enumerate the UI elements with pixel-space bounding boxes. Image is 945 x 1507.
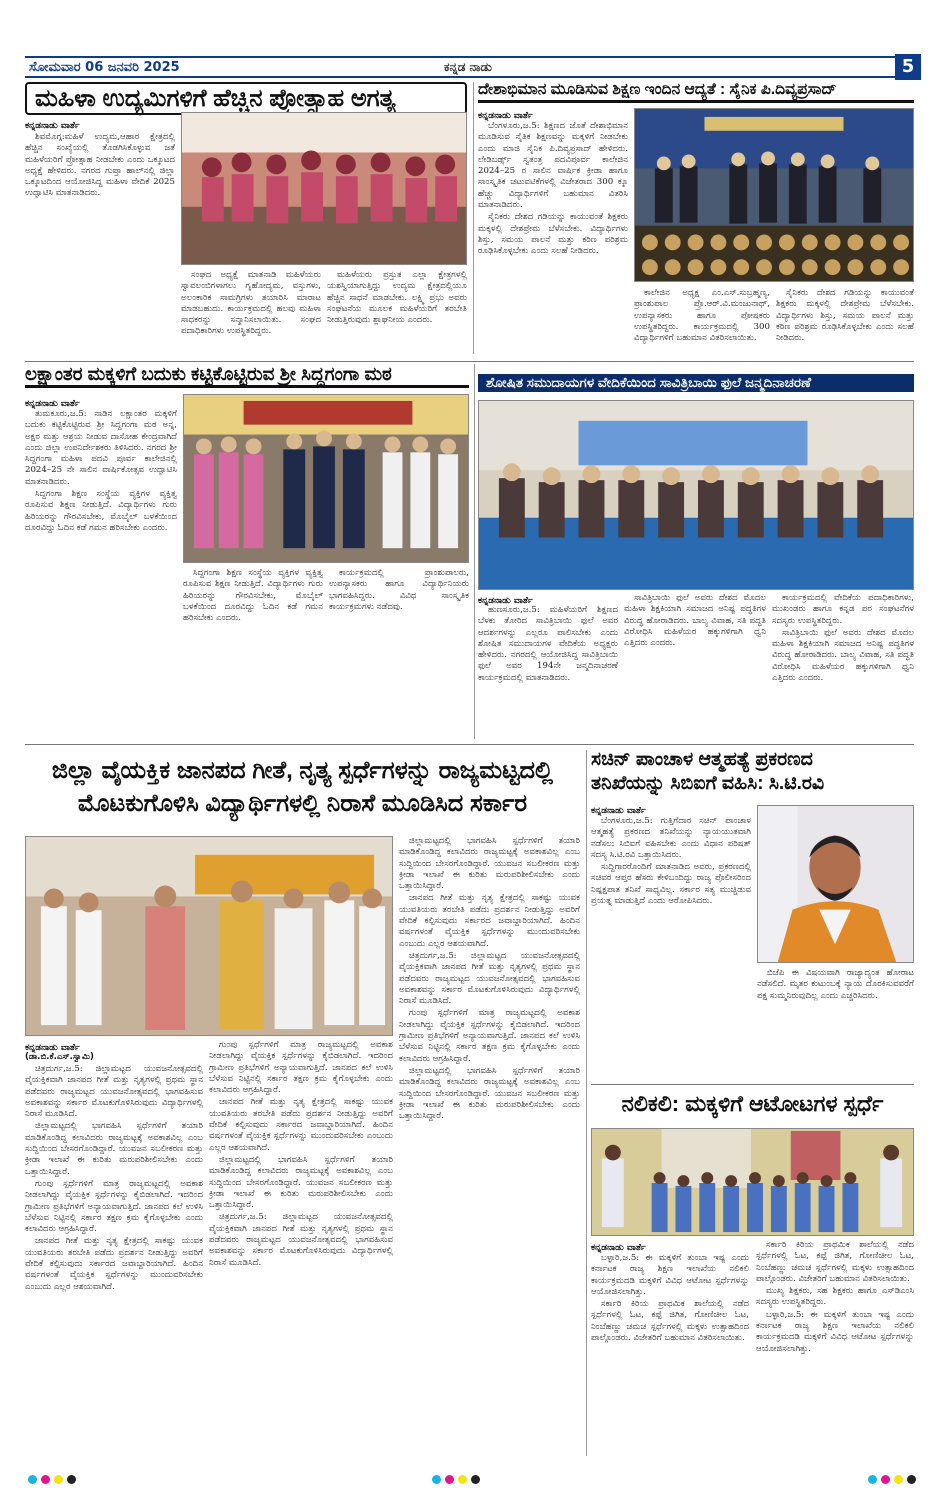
byline: ಕನ್ನಡನಾಡು ವಾರ್ತೆ [591, 806, 646, 816]
article-column [329, 568, 469, 738]
section-divider [25, 361, 914, 362]
byline: ಕನ್ನಡನಾಡು ವಾರ್ತೆ [591, 1243, 646, 1253]
award-ceremony-photo [634, 108, 914, 282]
article-column [183, 568, 323, 738]
paragraph: ಚಿತ್ರದುರ್ಗ,ಜ.5: ಜಿಲ್ಲಾಮಟ್ಟದ ಯುವಜನೋತ್ಸವದಲ್ಲಿ ವೈಯಕ್ತಿಕವಾಗಿ ಜಾನಪದ ಗೀತೆ ಮತ್ತು ನೃತ್ಯಗಳಲ್ಲಿ ಪ್ರಥಮ ಸ್ಥಾನ ಪಡೆದವರು ರಾಜ್ಯಮಟ್ಟದ ಯುವಜನೋತ್ಸವದಲ್ಲಿ ಭಾಗವಹಿಸುವ ಅವಕಾಶವನ್ನು ಸರ್ಕಾರ ಮೊಟಕುಗೊಳಿಸಿರುವುದು ವಿದ್ಯಾರ್ಥಿಗಳಲ್ಲಿ ನಿರಾಸೆ ಮೂಡಿಸಿದೆ. [209, 1212, 393, 1268]
paragraph: ಗುಂಪು ಸ್ಪರ್ಧೆಗಳಿಗೆ ಮಾತ್ರ ರಾಜ್ಯಮಟ್ಟದಲ್ಲಿ ಅವಕಾಶ ನೀಡಲಾಗಿದ್ದು ವೈಯಕ್ತಿಕ ಸ್ಪರ್ಧೆಗಳನ್ನು ಕೈಬಿಡಲಾಗಿದೆ. ಇದರಿಂದ ಗ್ರಾಮೀಣ ಪ್ರತಿಭೆಗಳಿಗೆ ಅನ್ಯಾಯವಾಗುತ್ತಿದೆ. ಜಾನಪದ ಕಲೆ ಉಳಿಸಿ ಬೆಳೆಸುವ ನಿಟ್ಟಿನಲ್ಲಿ ಸರ್ಕಾರ ತಕ್ಷಣ ಕ್ರಮ ಕೈಗೊಳ್ಳಬೇಕು ಎಂದು ಕಲಾವಿದರು ಆಗ್ರಹಿಸಿದ್ದಾರೆ. [25, 1178, 203, 1235]
column-divider [586, 750, 587, 1456]
article-column [25, 132, 175, 354]
print-registration-marks-center [432, 1475, 480, 1484]
paragraph: ಸಿದ್ದಗಂಗಾ ಶಿಕ್ಷಣ ಸಂಸ್ಥೆಯ ವ್ಯಕ್ತಿಗಳ ವ್ಯಕ್ತಿತ್ವ ರೂಪಿಸುವ ಶಿಕ್ಷಣ ನೀಡುತ್ತಿದೆ. ವಿದ್ಯಾರ್ಥಿಗಳು ಗುರು ಹಿರಿಯರನ್ನು ಗೌರವಿಸಬೇಕು, ಮೊಬೈಲ್ ಬಳಕೆಯಿಂದ ದೂರವಿದ್ದು ಓದಿನ ಕಡೆ ಗಮನ ಹರಿಸಬೇಕು ಎಂದರು. [183, 568, 323, 624]
paragraph: ಸಿದ್ದಗಂಗಾ ಶಿಕ್ಷಣ ಸಂಸ್ಥೆಯ ವ್ಯಕ್ತಿಗಳ ವ್ಯಕ್ತಿತ್ವ ರೂಪಿಸುವ ಶಿಕ್ಷಣ ನೀಡುತ್ತಿದೆ. ವಿದ್ಯಾರ್ಥಿಗಳು ಗುರು ಹಿರಿಯರನ್ನು ಗೌರವಿಸಬೇಕು, ಮೊಬೈಲ್ ಬಳಕೆಯಿಂದ ದೂರವಿದ್ದು ಓದಿನ ಕಡೆ ಗಮನ ಹರಿಸಬೇಕು ಎಂದರು. [25, 489, 177, 533]
article-column [776, 288, 914, 358]
section-divider [591, 1084, 914, 1085]
article-column [327, 270, 467, 355]
paragraph: ಕಾರ್ಯಕ್ರಮದಲ್ಲಿ ವೇದಿಕೆಯ ಪದಾಧಿಕಾರಿಗಳು, ಮುಖಂಡರು ಹಾಗೂ ಕನ್ನಡ ಪರ ಸಂಘಟನೆಗಳ ಸದಸ್ಯರು ಉಪಸ್ಥಿತರಿದ್ದರು. [772, 593, 914, 626]
byline: ಕನ್ನಡನಾಡು ವಾರ್ತೆ [478, 596, 533, 606]
paragraph: ಹುಣಸೂರು,ಜ.5: ಮಹಿಳೆಯರಿಗೆ ಶಿಕ್ಷಣದ ಬೆಳಕು ತೋರಿದ ಸಾವಿತ್ರಿಬಾಯಿ ಫುಲೆ ಅವರ ಆದರ್ಶಗಳನ್ನು ಎಲ್ಲರೂ ಪಾಲಿಸಬೇಕು ಎಂದು ಶೋಷಿತ ಸಮುದಾಯಗಳ ವೇದಿಕೆಯ ಅಧ್ಯಕ್ಷರು ಹೇಳಿದರು. ನಗರದಲ್ಲಿ ಆಯೋಜಿಸಿದ್ದ ಸಾವಿತ್ರಿಬಾಯಿ ಫುಲೆ ಅವರ 194ನೇ ಜನ್ಮದಿನಾಚರಣೆ ಕಾರ್ಯಕ್ರಮದಲ್ಲಿ ಮಾತನಾಡಿದರು. [478, 605, 618, 683]
column-divider [473, 82, 474, 354]
paragraph: ಜಿಲ್ಲಾಮಟ್ಟದಲ್ಲಿ ಭಾಗವಹಿಸಿ ಸ್ಪರ್ಧೆಗಳಿಗೆ ತಯಾರಿ ಮಾಡಿಕೊಂಡಿದ್ದ ಕಲಾವಿದರು ರಾಜ್ಯಮಟ್ಟಕ್ಕೆ ಅವಕಾಶವಿಲ್ಲ ಎಂಬ ಸುದ್ದಿಯಿಂದ ಬೇಸರಗೊಂಡಿದ್ದಾರೆ. ಯುವಜನ ಸಬಲೀಕರಣ ಮತ್ತು ಕ್ರೀಡಾ ಇಲಾಖೆ ಈ ಕುರಿತು ಮರುಪರಿಶೀಲಿಸಬೇಕು ಎಂದು ಒತ್ತಾಯಿಸಿದ್ದಾರೆ. [399, 836, 580, 892]
byline: ಕನ್ನಡನಾಡು ವಾರ್ತೆ [25, 121, 80, 131]
article-column [634, 288, 770, 358]
headline-line-2: ಮೊಟಕುಗೊಳಿಸಿ ವಿದ್ಯಾರ್ಥಿಗಳಲ್ಲಿ ನಿರಾಸೆ ಮೂಡಿಸಿದ ಸರ್ಕಾರ [77, 790, 528, 818]
paragraph: ಜಿಲ್ಲಾಮಟ್ಟದಲ್ಲಿ ಭಾಗವಹಿಸಿ ಸ್ಪರ್ಧೆಗಳಿಗೆ ತಯಾರಿ ಮಾಡಿಕೊಂಡಿದ್ದ ಕಲಾವಿದರು ರಾಜ್ಯಮಟ್ಟಕ್ಕೆ ಅವಕಾಶವಿಲ್ಲ ಎಂಬ ಸುದ್ದಿಯಿಂದ ಬೇಸರಗೊಂಡಿದ್ದಾರೆ. ಯುವಜನ ಸಬಲೀಕರಣ ಮತ್ತು ಕ್ರೀಡಾ ಇಲಾಖೆ ಈ ಕುರಿತು ಮರುಪರಿಶೀಲಿಸಬೇಕು ಎಂದು ಒತ್ತಾಯಿಸಿದ್ದಾರೆ. [209, 1154, 393, 1211]
paragraph: ಕಾರ್ಯಕ್ರಮದಲ್ಲಿ ಪ್ರಾಂಶುಪಾಲರು, ಉಪನ್ಯಾಸಕರು ಹಾಗೂ ವಿದ್ಯಾರ್ಥಿನಿಯರು ಭಾಗವಹಿಸಿದ್ದರು. ವಿವಿಧ ಸಾಂಸ್ಕೃತಿಕ ಕಾರ್ಯಕ್ರಮಗಳು ನಡೆದವು. [329, 568, 469, 612]
story-folk-competitions [25, 750, 580, 832]
paragraph: ಸಾವಿತ್ರಿಬಾಯಿ ಫುಲೆ ಅವರು ದೇಶದ ಮೊದಲ ಮಹಿಳಾ ಶಿಕ್ಷಕಿಯಾಗಿ ಸಮಾಜದ ಅನಿಷ್ಟ ಪದ್ಧತಿಗಳ ವಿರುದ್ಧ ಹೋರಾಡಿದರು. ಬಾಲ್ಯ ವಿವಾಹ, ಸತಿ ಪದ್ಧತಿ ವಿರೋಧಿಸಿ ಮಹಿಳೆಯರ ಹಕ್ಕುಗಳಿಗಾಗಿ ಧ್ವನಿ ಎತ್ತಿದರು ಎಂದರು. [772, 627, 914, 684]
paragraph: ಬಿಜೆಪಿ ಈ ವಿಷಯವಾಗಿ ರಾಜ್ಯಾದ್ಯಂತ ಹೋರಾಟ ನಡೆಸಲಿದೆ. ಮೃತರ ಕುಟುಂಬಕ್ಕೆ ನ್ಯಾಯ ದೊರಕಿಸುವವರೆಗೆ ಪಕ್ಷ ಸುಮ್ಮನಿರುವುದಿಲ್ಲ ಎಂದು ಎಚ್ಚರಿಸಿದರು. [757, 968, 914, 1001]
story-siddaganga [25, 364, 469, 398]
article-column [209, 1040, 393, 1456]
paragraph: ಬಳ್ಳಾರಿ,ಜ.5: ಈ ಮಕ್ಕಳಿಗೆ ತುಂಬಾ ಇಷ್ಟ ಎಂದು ಕರ್ನಾಟಕ ರಾಜ್ಯ ಶಿಕ್ಷಣ ಇಲಾಖೆಯ ನಲಿಕಲಿ ಕಾರ್ಯಕ್ರಮದಡಿ ಮಕ್ಕಳಿಗೆ ವಿವಿಧ ಆಟೋಟ ಸ್ಪರ್ಧೆಗಳನ್ನು ಆಯೋಜಿಸಲಾಗಿತ್ತು. [756, 1309, 914, 1354]
paragraph: ಮಹಿಳೆಯರು ಪ್ರಸ್ತುತ ಎಲ್ಲಾ ಕ್ಷೇತ್ರಗಳಲ್ಲಿ ಯಶಸ್ವಿಯಾಗುತ್ತಿದ್ದು ಉದ್ಯಮ ಕ್ಷೇತ್ರದಲ್ಲಿಯೂ ಹೆಚ್ಚಿನ ಸಾಧನೆ ಮಾಡಬೇಕು. ಲಕ್ಷ್ಮಿ ಪ್ರಭು ಅವರು ಸಂಘಟನೆಯ ಮೂಲಕ ಮಹಿಳೆಯರಿಗೆ ತರಬೇತಿ ನೀಡುತ್ತಿರುವುದು ಶ್ಲಾಘನೀಯ ಎಂದರು. [327, 270, 467, 326]
headline: ಶೋಷಿತ ಸಮುದಾಯಗಳ ವೇದಿಕೆಯಿಂದ ಸಾವಿತ್ರಿಬಾಯಿ ಫುಲೆ ಜನ್ಮದಿನಾಚರಣೆ [478, 374, 914, 392]
paragraph: ಬೆಂಗಳೂರು,ಜ.5: ಗುತ್ತಿಗೆದಾರ ಸಚಿನ್ ಪಾಂಚಾಳ ಆತ್ಮಹತ್ಯೆ ಪ್ರಕರಣದ ತನಿಖೆಯನ್ನು ನ್ಯಾಯಯುತವಾಗಿ ನಡೆಸಲು ಸಿಬಿಐಗೆ ವಹಿಸಬೇಕು ಎಂದು ವಿಧಾನ ಪರಿಷತ್ ಸದಸ್ಯ ಸಿ.ಟಿ.ರವಿ ಒತ್ತಾಯಿಸಿದರು. [591, 816, 751, 860]
article-column [25, 1064, 203, 1456]
paragraph: ಸಾವಿತ್ರಿಬಾಯಿ ಫುಲೆ ಅವರು ದೇಶದ ಮೊದಲ ಮಹಿಳಾ ಶಿಕ್ಷಕಿಯಾಗಿ ಸಮಾಜದ ಅನಿಷ್ಟ ಪದ್ಧತಿಗಳ ವಿರುದ್ಧ ಹೋರಾಡಿದರು. ಬಾಲ್ಯ ವಿವಾಹ, ಸತಿ ಪದ್ಧತಿ ವಿರೋಧಿಸಿ ಮಹಿಳೆಯರ ಹಕ್ಕುಗಳಿಗಾಗಿ ಧ್ವನಿ ಎತ್ತಿದರು ಎಂದರು. [624, 593, 766, 649]
byline: ಕನ್ನಡನಾಡು ವಾರ್ತೆ [25, 399, 80, 409]
paragraph: ಸರ್ಕಾರಿ ಕಿರಿಯ ಪ್ರಾಥಮಿಕ ಶಾಲೆಯಲ್ಲಿ ನಡೆದ ಸ್ಪರ್ಧೆಗಳಲ್ಲಿ ಓಟ, ಕಪ್ಪೆ ಜಿಗಿತ, ಗೋಣಿಚೀಲ ಓಟ, ನಿಂಬೆಹಣ್ಣು ಚಮಚ ಸ್ಪರ್ಧೆಗಳಲ್ಲಿ ಮಕ್ಕಳು ಉತ್ಸಾಹದಿಂದ ಪಾಲ್ಗೊಂಡರು. ವಿಜೇತರಿಗೆ ಬಹುಮಾನ ವಿತರಿಸಲಾಯಿತು. [591, 1299, 749, 1344]
savitribai-event-photo [478, 400, 914, 590]
paragraph: ಜಾನಪದ ಗೀತೆ ಮತ್ತು ನೃತ್ಯ ಕ್ಷೇತ್ರದಲ್ಲಿ ಸಾಕಷ್ಟು ಯುವಕ ಯುವತಿಯರು ತರಬೇತಿ ಪಡೆದು ಪ್ರದರ್ಶನ ನೀಡುತ್ತಿದ್ದು ಅವರಿಗೆ ವೇದಿಕೆ ಕಲ್ಪಿಸುವುದು ಸರ್ಕಾರದ ಜವಾಬ್ದಾರಿಯಾಗಿದೆ. ಹಿಂದಿನ ವರ್ಷಗಳಂತೆ ವೈಯಕ್ತಿಕ ಸ್ಪರ್ಧೆಗಳನ್ನು ಮುಂದುವರಿಸಬೇಕು ಎಂಬುದು ಎಲ್ಲರ ಆಶಯವಾಗಿದೆ. [399, 893, 580, 949]
story-nalikali [591, 1092, 914, 1124]
paragraph: ಸೈನಿಕರು ದೇಶದ ಗಡಿಯನ್ನು ಕಾಯುವಂತೆ ಶಿಕ್ಷಕರು ಮಕ್ಕಳಲ್ಲಿ ದೇಶಪ್ರೇಮ ಬೆಳೆಸಬೇಕು. ವಿದ್ಯಾರ್ಥಿಗಳು ಶಿಸ್ತು, ಸಮಯ ಪಾಲನೆ ಮತ್ತು ಕಠಿಣ ಪರಿಶ್ರಮ ರೂಢಿಸಿಕೊಳ್ಳಬೇಕು ಎಂದು ಸಲಹೆ ನೀಡಿದರು. [776, 288, 914, 344]
school-children-photo [591, 1128, 914, 1236]
headline: ಲಕ್ಷಾಂತರ ಮಕ್ಕಳಿಗೆ ಬದುಕು ಕಟ್ಟಿಕೊಟ್ಟಿರುವ ಶ್ರೀ ಸಿದ್ದಗಂಗಾ ಮಠ [25, 364, 469, 388]
article-column [478, 605, 618, 739]
headline: ನಲಿಕಲಿ: ಮಕ್ಕಳಿಗೆ ಆಟೋಟಗಳ ಸ್ಪರ್ಧೆ [621, 1092, 884, 1116]
paragraph: ಸೈನಿಕರು ದೇಶದ ಗಡಿಯನ್ನು ಕಾಯುವಂತೆ ಶಿಕ್ಷಕರು ಮಕ್ಕಳಲ್ಲಿ ದೇಶಪ್ರೇಮ ಬೆಳೆಸಬೇಕು. ವಿದ್ಯಾರ್ಥಿಗಳು ಶಿಸ್ತು, ಸಮಯ ಪಾಲನೆ ಮತ್ತು ಕಠಿಣ ಪರಿಶ್ರಮ ರೂಢಿಸಿಕೊಳ್ಳಬೇಕು ಎಂದು ಸಲಹೆ ನೀಡಿದರು. [478, 212, 628, 257]
print-registration-marks-right [868, 1475, 916, 1484]
paragraph: ಜಾನಪದ ಗೀತೆ ಮತ್ತು ನೃತ್ಯ ಕ್ಷೇತ್ರದಲ್ಲಿ ಸಾಕಷ್ಟು ಯುವಕ ಯುವತಿಯರು ತರಬೇತಿ ಪಡೆದು ಪ್ರದರ್ಶನ ನೀಡುತ್ತಿದ್ದು ಅವರಿಗೆ ವೇದಿಕೆ ಕಲ್ಪಿಸುವುದು ಸರ್ಕಾರದ ಜವಾಬ್ದಾರಿಯಾಗಿದೆ. ಹಿಂದಿನ ವರ್ಷಗಳಂತೆ ವೈಯಕ್ತಿಕ ಸ್ಪರ್ಧೆಗಳನ್ನು ಮುಂದುವರಿಸಬೇಕು ಎಂಬುದು ಎಲ್ಲರ ಆಶಯವಾಗಿದೆ. [25, 1236, 203, 1292]
article-column [181, 270, 321, 355]
paragraph: ಚಿತ್ರದುರ್ಗ,ಜ.5: ಜಿಲ್ಲಾಮಟ್ಟದ ಯುವಜನೋತ್ಸವದಲ್ಲಿ ವೈಯಕ್ತಿಕವಾಗಿ ಜಾನಪದ ಗೀತೆ ಮತ್ತು ನೃತ್ಯಗಳಲ್ಲಿ ಪ್ರಥಮ ಸ್ಥಾನ ಪಡೆದವರು ರಾಜ್ಯಮಟ್ಟದ ಯುವಜನೋತ್ಸವದಲ್ಲಿ ಭಾಗವಹಿಸುವ ಅವಕಾಶವನ್ನು ಸರ್ಕಾರ ಮೊಟಕುಗೊಳಿಸಿರುವುದು ವಿದ್ಯಾರ್ಥಿಗಳಲ್ಲಿ ನಿರಾಸೆ ಮೂಡಿಸಿದೆ. [399, 950, 580, 1007]
article-column [756, 1240, 914, 1456]
article-column [772, 593, 914, 739]
paragraph: ಚಿತ್ರದುರ್ಗ,ಜ.5: ಜಿಲ್ಲಾಮಟ್ಟದ ಯುವಜನೋತ್ಸವದಲ್ಲಿ ವೈಯಕ್ತಿಕವಾಗಿ ಜಾನಪದ ಗೀತೆ ಮತ್ತು ನೃತ್ಯಗಳಲ್ಲಿ ಪ್ರಥಮ ಸ್ಥಾನ ಪಡೆದವರು ರಾಜ್ಯಮಟ್ಟದ ಯುವಜನೋತ್ಸವದಲ್ಲಿ ಭಾಗವಹಿಸುವ ಅವಕಾಶವನ್ನು ಸರ್ಕಾರ ಮೊಟಕುಗೊಳಿಸಿರುವುದು ವಿದ್ಯಾರ್ಥಿಗಳಲ್ಲಿ ನಿರಾಸೆ ಮೂಡಿಸಿದೆ. [25, 1064, 203, 1120]
paragraph: ಸಂಘದ ಅಧ್ಯಕ್ಷೆ ಮಾತನಾಡಿ ಮಹಿಳೆಯರು ಸ್ವಾವಲಂಬಿಗಳಾಗಲು ಗೃಹೋದ್ಯಮ, ವಸ್ತುಗಳು, ಅಲಂಕಾರಿಕ ಸಾಮಗ್ರಿಗಳು ತಯಾರಿಸಿ ಮಾರಾಟ ಮಾಡಬಹುದು. ಕಾರ್ಯಕ್ರಮದಲ್ಲಿ ಹಲವು ಮಹಿಳಾ ಸಾಧಕರನ್ನು ಸನ್ಮಾನಿಸಲಾಯಿತು. ಸಂಘದ ಪದಾಧಿಕಾರಿಗಳು ಉಪಸ್ಥಿತರಿದ್ದರು. [181, 270, 321, 337]
paragraph: ಕಾಲೇಜಿನ ಅಧ್ಯಕ್ಷ ಎಂ.ಎಸ್.ಸುಬ್ರಹ್ಮಣ್ಯ, ಪ್ರಾಂಶುಪಾಲ ಪ್ರೊ.ಆರ್.ವಿ.ಮಂಜುನಾಥ್, ಉಪನ್ಯಾಸಕರು ಹಾಗೂ ಪೋಷಕರು ಉಪಸ್ಥಿತರಿದ್ದರು. ಕಾರ್ಯಕ್ರಮದಲ್ಲಿ 300 ವಿದ್ಯಾರ್ಥಿಗಳಿಗೆ ಬಹುಮಾನ ವಿತರಿಸಲಾಯಿತು. [634, 288, 770, 344]
article-column [624, 593, 766, 739]
paragraph: ಗುಂಪು ಸ್ಪರ್ಧೆಗಳಿಗೆ ಮಾತ್ರ ರಾಜ್ಯಮಟ್ಟದಲ್ಲಿ ಅವಕಾಶ ನೀಡಲಾಗಿದ್ದು ವೈಯಕ್ತಿಕ ಸ್ಪರ್ಧೆಗಳನ್ನು ಕೈಬಿಡಲಾಗಿದೆ. ಇದರಿಂದ ಗ್ರಾಮೀಣ ಪ್ರತಿಭೆಗಳಿಗೆ ಅನ್ಯಾಯವಾಗುತ್ತಿದೆ. ಜಾನಪದ ಕಲೆ ಉಳಿಸಿ ಬೆಳೆಸುವ ನಿಟ್ಟಿನಲ್ಲಿ ಸರ್ಕಾರ ತಕ್ಷಣ ಕ್ರಮ ಕೈಗೊಳ್ಳಬೇಕು ಎಂದು ಕಲಾವಿದರು ಆಗ್ರಹಿಸಿದ್ದಾರೆ. [209, 1040, 393, 1096]
ct-ravi-portrait [757, 805, 914, 963]
byline: ಕನ್ನಡನಾಡು ವಾರ್ತೆ [25, 1043, 80, 1053]
paragraph: ಗುಂಪು ಸ್ಪರ್ಧೆಗಳಿಗೆ ಮಾತ್ರ ರಾಜ್ಯಮಟ್ಟದಲ್ಲಿ ಅವಕಾಶ ನೀಡಲಾಗಿದ್ದು ವೈಯಕ್ತಿಕ ಸ್ಪರ್ಧೆಗಳನ್ನು ಕೈಬಿಡಲಾಗಿದೆ. ಇದರಿಂದ ಗ್ರಾಮೀಣ ಪ್ರತಿಭೆಗಳಿಗೆ ಅನ್ಯಾಯವಾಗುತ್ತಿದೆ. ಜಾನಪದ ಕಲೆ ಉಳಿಸಿ ಬೆಳೆಸುವ ನಿಟ್ಟಿನಲ್ಲಿ ಸರ್ಕಾರ ತಕ್ಷಣ ಕ್ರಮ ಕೈಗೊಳ್ಳಬೇಕು ಎಂದು ಕಲಾವಿದರು ಆಗ್ರಹಿಸಿದ್ದಾರೆ. [399, 1008, 580, 1064]
paragraph: ಸರ್ಕಾರಿ ಕಿರಿಯ ಪ್ರಾಥಮಿಕ ಶಾಲೆಯಲ್ಲಿ ನಡೆದ ಸ್ಪರ್ಧೆಗಳಲ್ಲಿ ಓಟ, ಕಪ್ಪೆ ಜಿಗಿತ, ಗೋಣಿಚೀಲ ಓಟ, ನಿಂಬೆಹಣ್ಣು ಚಮಚ ಸ್ಪರ್ಧೆಗಳಲ್ಲಿ ಮಕ್ಕಳು ಉತ್ಸಾಹದಿಂದ ಪಾಲ್ಗೊಂಡರು. ವಿಜೇತರಿಗೆ ಬಹುಮಾನ ವಿತರಿಸಲಾಯಿತು. [756, 1240, 914, 1284]
paragraph: ಬೆಂಗಳೂರು,ಜ.5: ಶಿಕ್ಷಣದ ಜೊತೆ ದೇಶಾಭಿಮಾನ ಮೂಡಿಸುವ ನೈತಿಕ ಶಿಕ್ಷಣವನ್ನು ಮಕ್ಕಳಿಗೆ ನೀಡಬೇಕು ಎಂದು ಮಾಜಿ ಸೈನಿಕ ಪಿ.ದಿವ್ಯಪ್ರಸಾದ್ ಹೇಳಿದರು. ಲೇಡಿಬರ್ಡ್ಸ್ ಸ್ವತಂತ್ರ ಪದವಿಪೂರ್ವ ಕಾಲೇಜಿನ 2024–25 ರ ಸಾಲಿನ ವಾರ್ಷಿಕ ಕ್ರೀಡಾ ಹಾಗೂ ಸಾಂಸ್ಕೃತಿಕ ಚಟುವಟಿಕೆಗಳಲ್ಲಿ ವಿಜೇತರಾದ 300 ಕ್ಕೂ ಹೆಚ್ಚು ವಿದ್ಯಾರ್ಥಿಗಳಿಗೆ ಬಹುಮಾನ ವಿತರಿಸಿ ಮಾತನಾಡಿದರು. [478, 121, 628, 211]
headline: ದೇಶಾಭಿಮಾನ ಮೂಡಿಸುವ ಶಿಕ್ಷಣ ಇಂದಿನ ಆದ್ಯತೆ : ಸೈನಿಕ ಪಿ.ದಿವ್ಯಪ್ರಸಾದ್ [478, 82, 914, 103]
paragraph: ಸುದ್ದಿಗಾರರೊಂದಿಗೆ ಮಾತನಾಡಿದ ಅವರು, ಪ್ರಕರಣದಲ್ಲಿ ಸಚಿವರ ಆಪ್ತರ ಹೆಸರು ಕೇಳಿಬಂದಿದ್ದು ರಾಜ್ಯ ಪೊಲೀಸರಿಂದ ನಿಷ್ಪಕ್ಷಪಾತ ತನಿಖೆ ಸಾಧ್ಯವಿಲ್ಲ. ಸರ್ಕಾರ ಸತ್ಯ ಮುಚ್ಚಿಡುವ ಪ್ರಯತ್ನ ಮಾಡುತ್ತಿದೆ ಎಂದು ಆರೋಪಿಸಿದರು. [591, 862, 751, 907]
column-divider [474, 364, 475, 739]
story-patriotism [478, 82, 914, 106]
college-anniversary-photo [183, 394, 469, 563]
print-registration-marks-left [28, 1475, 76, 1484]
headline-line-2: ತನಿಖೆಯನ್ನು ಸಿಬಿಐಗೆ ವಹಿಸಿ: ಸಿ.ಟಿ.ರವಿ [591, 772, 825, 794]
article-column [757, 968, 914, 1080]
paragraph: ಮುಖ್ಯ ಶಿಕ್ಷಕರು, ಸಹ ಶಿಕ್ಷಕರು ಹಾಗೂ ಎಸ್‌ಡಿಎಂಸಿ ಸದಸ್ಯರು ಉಪಸ್ಥಿತರಿದ್ದರು. [756, 1286, 914, 1308]
issue-date: ಸೋಮವಾರ 06 ಜನವರಿ 2025 [29, 59, 180, 75]
section-divider [25, 744, 914, 745]
folk-award-photo [25, 836, 393, 1036]
article-column [591, 1253, 749, 1456]
newspaper-brand: ಕನ್ನಡ ನಾಡು [444, 59, 492, 74]
headline-line-1: ಸಚಿನ್ ಪಾಂಚಾಳ ಆತ್ಮಹತ್ಯೆ ಪ್ರಕರಣದ [591, 750, 813, 770]
paragraph: ಜಿಲ್ಲಾಮಟ್ಟದಲ್ಲಿ ಭಾಗವಹಿಸಿ ಸ್ಪರ್ಧೆಗಳಿಗೆ ತಯಾರಿ ಮಾಡಿಕೊಂಡಿದ್ದ ಕಲಾವಿದರು ರಾಜ್ಯಮಟ್ಟಕ್ಕೆ ಅವಕಾಶವಿಲ್ಲ ಎಂಬ ಸುದ್ದಿಯಿಂದ ಬೇಸರಗೊಂಡಿದ್ದಾರೆ. ಯುವಜನ ಸಬಲೀಕರಣ ಮತ್ತು ಕ್ರೀಡಾ ಇಲಾಖೆ ಈ ಕುರಿತು ಮರುಪರಿಶೀಲಿಸಬೇಕು ಎಂದು ಒತ್ತಾಯಿಸಿದ್ದಾರೆ. [25, 1121, 203, 1177]
story-sachin-panchal [591, 750, 914, 802]
paragraph: ಶಿವಮೊಗ್ಗ:ಮಹಿಳೆ ಉದ್ಯಮ,ಆಹಾರ ಕ್ಷೇತ್ರದಲ್ಲಿ ಹೆಚ್ಚಿನ ಸಂಖ್ಯೆಯಲ್ಲಿ ತೊಡಗಿಸಿಕೊಳ್ಳುವ ಜತೆ ಮಹಿಳೆಯರಿಗೆ ಪ್ರೋತ್ಸಾಹ ನೀಡಬೇಕು ಎಂದು ಒಕ್ಕೂಟದ ಅಧ್ಯಕ್ಷೆ ಹೇಳಿದರು. ನಗರದ ಗುಪ್ತಾ ಹಾಲ್‌ನಲ್ಲಿ ಜಿಲ್ಲಾ ಒಕ್ಕೂಟದಿಂದ ಆಯೋಜಿಸಿದ್ದ ಮಹಿಳಾ ವೇದಿಕೆ 2025 ಉದ್ಘಾಟಿಸಿ ಮಾತನಾಡಿದರು. [25, 132, 175, 199]
article-column [591, 816, 751, 1080]
paragraph: ಜಾನಪದ ಗೀತೆ ಮತ್ತು ನೃತ್ಯ ಕ್ಷೇತ್ರದಲ್ಲಿ ಸಾಕಷ್ಟು ಯುವಕ ಯುವತಿಯರು ತರಬೇತಿ ಪಡೆದು ಪ್ರದರ್ಶನ ನೀಡುತ್ತಿದ್ದು ಅವರಿಗೆ ವೇದಿಕೆ ಕಲ್ಪಿಸುವುದು ಸರ್ಕಾರದ ಜವಾಬ್ದಾರಿಯಾಗಿದೆ. ಹಿಂದಿನ ವರ್ಷಗಳಂತೆ ವೈಯಕ್ತಿಕ ಸ್ಪರ್ಧೆಗಳನ್ನು ಮುಂದುವರಿಸಬೇಕು ಎಂಬುದು ಎಲ್ಲರ ಆಶಯವಾಗಿದೆ. [209, 1097, 393, 1153]
byline: ಕನ್ನಡನಾಡು ವಾರ್ತೆ [478, 111, 533, 121]
page-number: 5 [895, 54, 921, 80]
author-credit: (ಡಾ.ಬಿ.ಕೆ.ಎಸ್.ಸ್ವಾಮಿ) [25, 1052, 94, 1062]
headline-line-1: ಜಿಲ್ಲಾ ವೈಯಕ್ತಿಕ ಜಾನಪದ ಗೀತೆ, ನೃತ್ಯ ಸ್ಪರ್ಧೆಗಳನ್ನು ರಾಜ್ಯಮಟ್ಟದಲ್ಲಿ [51, 757, 554, 784]
page-masthead [25, 56, 911, 78]
paragraph: ಬಳ್ಳಾರಿ,ಜ.5: ಈ ಮಕ್ಕಳಿಗೆ ತುಂಬಾ ಇಷ್ಟ ಎಂದು ಕರ್ನಾಟಕ ರಾಜ್ಯ ಶಿಕ್ಷಣ ಇಲಾಖೆಯ ನಲಿಕಲಿ ಕಾರ್ಯಕ್ರಮದಡಿ ಮಕ್ಕಳಿಗೆ ವಿವಿಧ ಆಟೋಟ ಸ್ಪರ್ಧೆಗಳನ್ನು ಆಯೋಜಿಸಲಾಗಿತ್ತು. [591, 1253, 749, 1297]
article-column [399, 836, 580, 1456]
paragraph: ಜಿಲ್ಲಾಮಟ್ಟದಲ್ಲಿ ಭಾಗವಹಿಸಿ ಸ್ಪರ್ಧೆಗಳಿಗೆ ತಯಾರಿ ಮಾಡಿಕೊಂಡಿದ್ದ ಕಲಾವಿದರು ರಾಜ್ಯಮಟ್ಟಕ್ಕೆ ಅವಕಾಶವಿಲ್ಲ ಎಂಬ ಸುದ್ದಿಯಿಂದ ಬೇಸರಗೊಂಡಿದ್ದಾರೆ. ಯುವಜನ ಸಬಲೀಕರಣ ಮತ್ತು ಕ್ರೀಡಾ ಇಲಾಖೆ ಈ ಕುರಿತು ಮರುಪರಿಶೀಲಿಸಬೇಕು ಎಂದು ಒತ್ತಾಯಿಸಿದ್ದಾರೆ. [399, 1065, 580, 1122]
article-column [25, 409, 177, 737]
story-savitribai [478, 374, 914, 398]
article-column [478, 121, 628, 357]
headline: ಮಹಿಳಾ ಉದ್ಯಮಿಗಳಿಗೆ ಹೆಚ್ಚಿನ ಪ್ರೋತ್ಸಾಹ ಅಗತ್ಯ [25, 82, 467, 115]
paragraph: ತುಮಕೂರು,ಜ.5: ನಾಡಿನ ಲಕ್ಷಾಂತರ ಮಕ್ಕಳಿಗೆ ಬದುಕು ಕಟ್ಟಿಕೊಟ್ಟಿರುವ ಶ್ರೀ ಸಿದ್ದಗಂಗಾ ಮಠ ಅನ್ನ, ಅಕ್ಷರ ಮತ್ತು ಆಶ್ರಯ ನೀಡುವ ದಾಸೋಹ ಕೇಂದ್ರವಾಗಿದೆ ಎಂದು ಜಿಲ್ಲಾ ಉಪನಿರ್ದೇಶಕರು ತಿಳಿಸಿದರು. ನಗರದ ಶ್ರೀ ಸಿದ್ದಗಂಗಾ ಮಹಿಳಾ ಪದವಿ ಪೂರ್ವ ಕಾಲೇಜಿನಲ್ಲಿ 2024–25 ನೇ ಸಾಲಿನ ವಾರ್ಷಿಕೋತ್ಸವ ಉದ್ಘಾಟಿಸಿ ಮಾತನಾಡಿದರು. [25, 409, 177, 487]
women-group-photo [181, 112, 467, 265]
